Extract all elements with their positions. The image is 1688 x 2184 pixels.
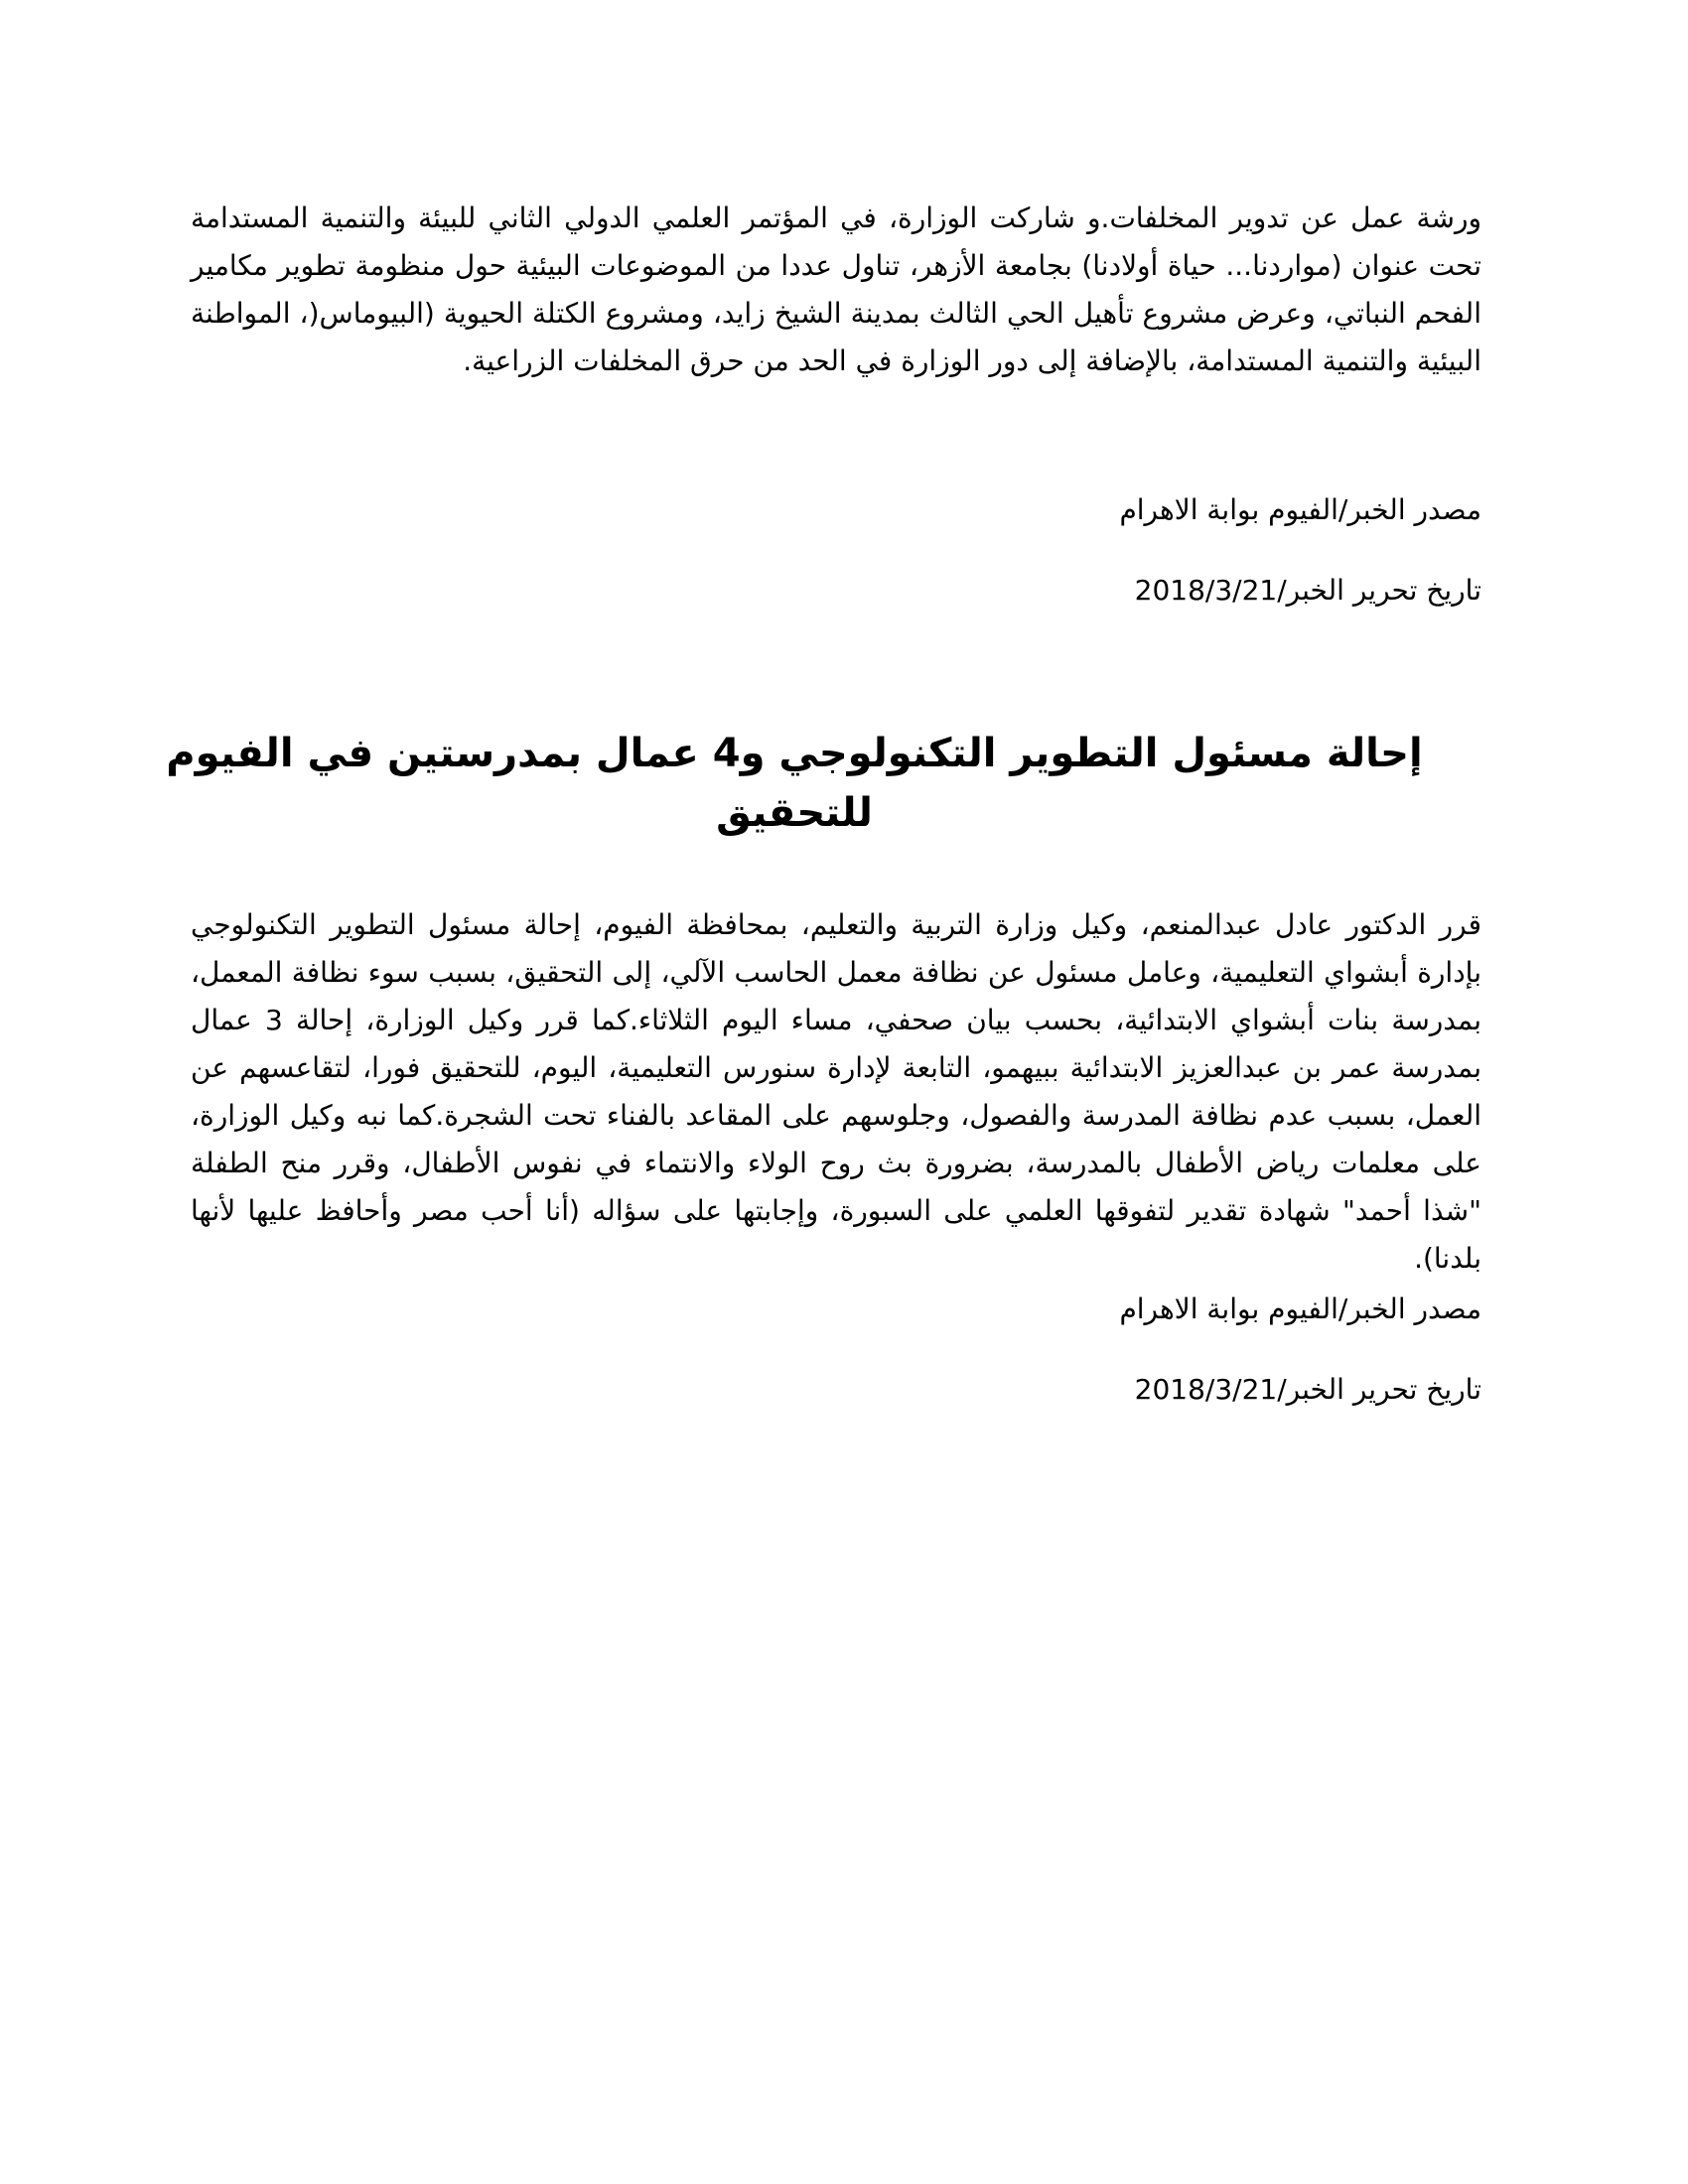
article-1-source: مصدر الخبر/الفيوم بوابة الاهرام — [1119, 493, 1481, 526]
article-2-source: مصدر الخبر/الفيوم بوابة الاهرام — [1119, 1293, 1481, 1325]
article-1-date-label: تاريخ تحرير الخبر/ — [1277, 574, 1481, 607]
article-1-date-value: 2018/3/21 — [1134, 574, 1278, 607]
article-1-body: ورشة عمل عن تدوير المخلفات.و شاركت الوزارة، في المؤتمر العلمي الدولي الثاني للبيئة والتنمية المستدامة تحت عنوان (مواردنا... حياة أولادنا) بجامعة الأزهر، تناول عددا من الموضوعات البيئية حول منظومة تطوير مكامير الفحم النباتي، وعرض مشروع تأهيل الحي الثالث بمدينة الشيخ زايد، ومشروع الكتلة الحيوية (البيوماس(، المواطنة البيئية والتنمية المستدامة، بالإضافة إلى دور الوزارة في الحد من حرق المخلفات الزراعية. — [191, 202, 1481, 377]
article-2-body: قرر الدكتور عادل عبدالمنعم، وكيل وزارة التربية والتعليم، بمحافظة الفيوم، إحالة مسئول التطوير التكنولوجي بإدارة أبشواي التعليمية، وعامل مسئول عن نظافة معمل الحاسب الآلي، إلى التحقيق، بسبب سوء نظافة المعمل، بمدرسة بنات أبشواي الابتدائية، بحسب بيان صحفي، مساء اليوم الثلاثاء.كما قرر وكيل الوزارة، إحالة 3 عمال بمدرسة عمر بن عبدالعزيز الابتدائية ببيهمو، التابعة لإدارة سنورس التعليمية، اليوم، للتحقيق فورا، لتقاعسهم عن العمل، بسبب عدم نظافة المدرسة والفصول، وجلوسهم على المقاعد بالفناء تحت الشجرة.كما نبه وكيل الوزارة، على معلمات رياض الأطفال بالمدرسة، بضرورة بث روح الولاء والانتماء في نفوس الأطفال، وقرر منح الطفلة "شذا أحمد" شهادة تقدير لتفوقها العلمي على السبورة، وإجابتها على سؤاله (أنا أحب مصر وأحافظ عليها لأنها بلدنا). — [191, 908, 1481, 1275]
article-2-date — [1135, 1366, 1481, 1414]
article-2-date-value: 2018/3/21 — [1134, 1373, 1278, 1406]
article-1-date — [1135, 567, 1481, 614]
article-2-date-label: تاريخ تحرير الخبر/ — [1277, 1373, 1481, 1406]
article-2-headline: إحالة مسئول التطوير التكنولوجي و4 عمال بمدرستين في الفيوم للتحقيق — [166, 731, 1423, 836]
